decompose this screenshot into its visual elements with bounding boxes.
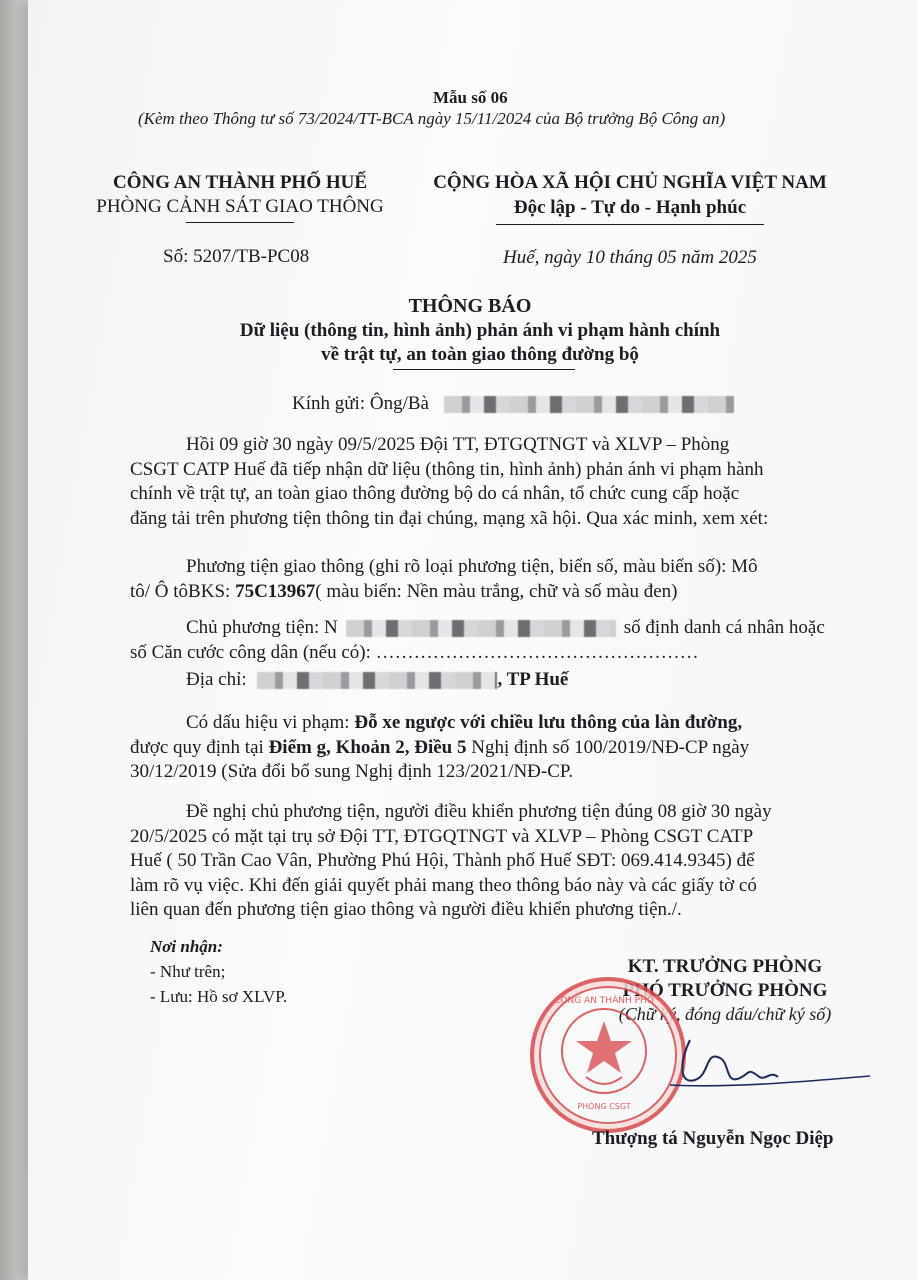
- request-line: 20/5/2025 có mặt tại trụ sở Đội TT, ĐTGQTNGT và XLVP – Phòng CSGT CATP: [130, 825, 754, 847]
- national-motto: Độc lập - Tự do - Hạnh phúc: [513, 197, 747, 218]
- intro-line: Hồi 09 giờ 30 ngày 09/5/2025 Đội TT, ĐTGQTNGT và XLVP – Phòng: [186, 434, 730, 455]
- vehicle-line: Phương tiện giao thông (ghi rõ loại phương tiện, biển số, màu biển số): Mô: [186, 556, 758, 577]
- place-date: Huế, ngày 10 tháng 05 năm 2025: [503, 247, 757, 268]
- agency-department: PHÒNG CẢNH SÁT GIAO THÔNG: [96, 196, 384, 217]
- vehicle-paragraph: [130, 555, 850, 604]
- owner-label: Chủ phương tiện: N: [186, 617, 338, 638]
- address-line: [186, 668, 568, 693]
- background-edge: [0, 0, 30, 1280]
- intro-paragraph: [130, 433, 850, 531]
- address-city: , TP Huế: [497, 669, 569, 690]
- agency-name: CÔNG AN THÀNH PHỐ HUẾ: [112, 172, 368, 193]
- recipients-title: Nơi nhận:: [150, 937, 223, 956]
- redacted-recipient-name: [444, 396, 734, 413]
- recipient-item: - Như trên;: [150, 962, 226, 981]
- salutation-line: [292, 393, 734, 415]
- agency-underline: [186, 222, 294, 223]
- signature-title: KT. TRƯỞNG PHÒNG: [627, 956, 823, 977]
- violation-label: Có dấu hiệu vi phạm:: [186, 712, 355, 733]
- redacted-address: [257, 672, 497, 689]
- citizen-id-line: số Căn cước công dân (nếu có): ……………………………………………: [130, 641, 699, 663]
- recipient-item: - Lưu: Hồ sơ XLVP.: [150, 987, 288, 1006]
- redacted-owner-info: [346, 620, 616, 637]
- request-line: làm rõ vụ việc. Khi đến giải quyết phải mang theo thông báo này và các giấy tờ có: [130, 874, 757, 896]
- form-number: Mẫu số 06: [433, 88, 508, 107]
- motto-underline: [496, 224, 764, 225]
- request-line: liên quan đến phương tiện giao thông và người điều khiển phương tiện./.: [130, 899, 682, 920]
- plate-color: ( màu biển: Nền màu trắng, chữ và số màu đen): [315, 580, 678, 602]
- svg-text:CÔNG AN THÀNH PHỐ: CÔNG AN THÀNH PHỐ: [554, 996, 654, 1006]
- svg-text:PHÒNG CSGT: PHÒNG CSGT: [577, 1102, 631, 1111]
- signature-note: (Chữ ký, đóng dấu/chữ ký số): [618, 1004, 832, 1024]
- document-subtitle-2: về trật tự, an toàn giao thông đường bộ: [321, 344, 639, 365]
- violation-amendment-line: 30/12/2019 (Sửa đổi bổ sung Nghị định 123/2021/NĐ-CP.: [130, 761, 574, 782]
- document-subtitle-1: Dữ liệu (thông tin, hình ảnh) phản ánh vi phạm hành chính: [239, 320, 721, 341]
- request-line: Đề nghị chủ phương tiện, người điều khiển phương tiện đúng 08 giờ 30 ngày: [186, 801, 772, 822]
- salutation-label: Kính gửi: Ông/Bà: [292, 393, 429, 414]
- intro-line: CSGT CATP Huế đã tiếp nhận dữ liệu (thông tin, hình ảnh) phản ánh vi phạm hành: [130, 458, 764, 480]
- republic-title: CỘNG HÒA XÃ HỘI CHỦ NGHĨA VIỆT NAM: [433, 172, 827, 193]
- signer-name: Thượng tá Nguyễn Ngọc Diệp: [592, 1128, 834, 1149]
- violation-paragraph: [130, 711, 860, 785]
- violation-line: [130, 711, 860, 736]
- title-underline: [393, 369, 575, 370]
- address-label: Địa chỉ:: [186, 669, 247, 690]
- document-title: THÔNG BÁO: [408, 295, 532, 317]
- handwritten-signature: [600, 1030, 880, 1110]
- vehicle-plate-line: [130, 580, 850, 605]
- violation-legal-line: [130, 736, 860, 761]
- form-attached-note: (Kèm theo Thông tư số 73/2024/TT-BCA ngày 15/11/2024 của Bộ trưởng Bộ Công an): [138, 109, 726, 128]
- request-paragraph: [130, 800, 850, 923]
- license-plate: 75C13967: [235, 580, 316, 602]
- document-number: Số: 5207/TB-PC08: [163, 246, 310, 267]
- intro-line: đăng tải trên phương tiện thông tin đại chúng, mạng xã hội. Qua xác minh, xem xét:: [130, 507, 769, 529]
- vehicle-type: tô/ Ô tôBKS:: [130, 580, 236, 602]
- legal-prefix: được quy định tại: [130, 736, 269, 758]
- signature-position: PHÓ TRƯỞNG PHÒNG: [622, 980, 828, 1001]
- legal-decree: Nghị định số 100/2019/NĐ-CP ngày: [466, 736, 750, 758]
- owner-line: [130, 616, 850, 641]
- owner-paragraph: [130, 616, 850, 665]
- intro-line: chính về trật tự, an toàn giao thông đường bộ do cá nhân, tổ chức cung cấp hoặc: [130, 483, 740, 504]
- owner-id-label: số định danh cá nhân hoặc: [623, 617, 825, 638]
- violation-text: Đỗ xe ngược với chiều lưu thông của làn đường,: [354, 712, 743, 733]
- request-line: Huế ( 50 Trần Cao Vân, Phường Phú Hội, Thành phố Huế SĐT: 069.414.9345) để: [130, 850, 755, 871]
- legal-article: Điểm g, Khoản 2, Điều 5: [268, 736, 467, 758]
